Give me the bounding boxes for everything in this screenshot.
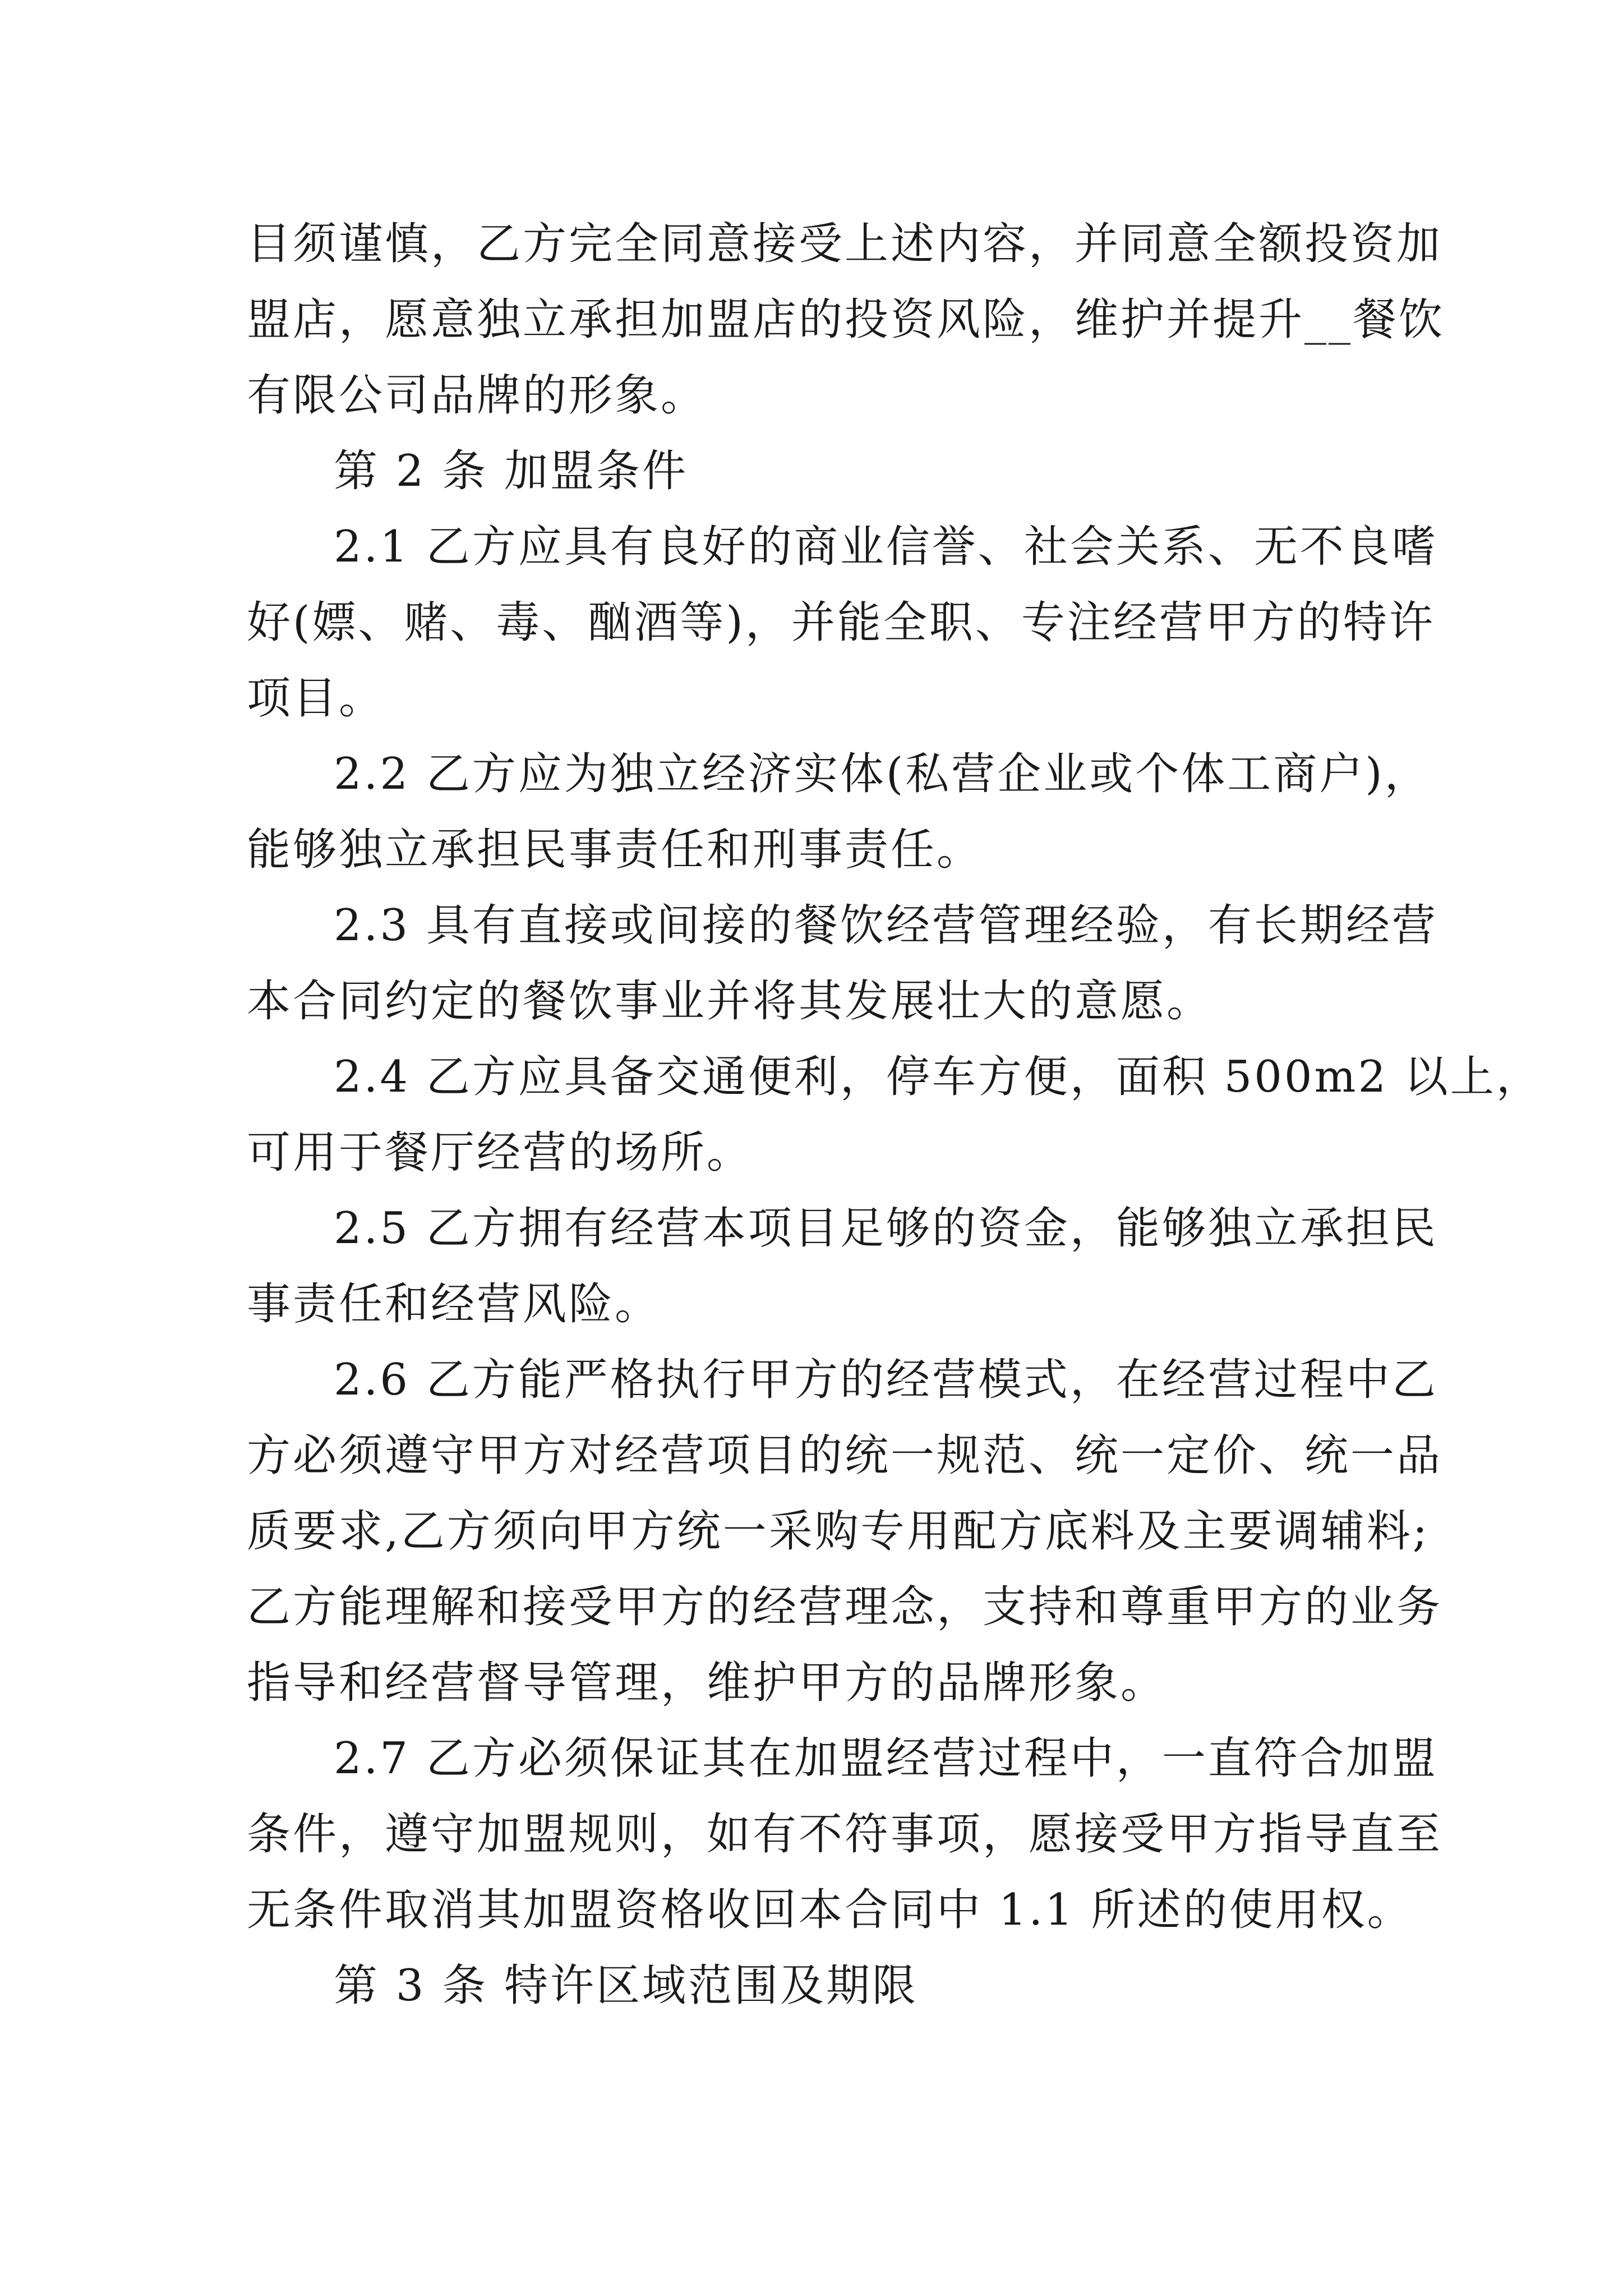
clause-line: 2.2 乙方应为独立经济实体(私营企业或个体工商户)， — [334, 749, 1431, 799]
text-line: 能够独立承担民事责任和刑事责任。 — [247, 825, 983, 875]
text-line: 好(嫖、赌、毒、酗酒等)，并能全职、专注经营甲方的特许 — [247, 597, 1435, 648]
clause-line: 2.7 乙方必须保证其在加盟经营过程中，一直符合加盟 — [334, 1733, 1438, 1784]
text-line: 事责任和经营风险。 — [247, 1279, 661, 1329]
text-line: 目须谨慎，乙方完全同意接受上述内容，并同意全额投资加 — [247, 219, 1443, 269]
text-line: 本合同约定的餐饮事业并将其发展壮大的意愿。 — [247, 976, 1213, 1027]
section-heading: 第 2 条 加盟条件 — [334, 446, 689, 496]
text-line: 有限公司品牌的形象。 — [247, 370, 707, 421]
clause-line: 2.6 乙方能严格执行甲方的经营模式，在经营过程中乙 — [334, 1355, 1438, 1405]
clause-line: 2.1 乙方应具有良好的商业信誉、社会关系、无不良嗜 — [334, 522, 1438, 572]
clause-line: 2.4 乙方应具备交通便利，停车方便，面积 500m2 以上， — [334, 1052, 1542, 1102]
text-line: 无条件取消其加盟资格收回本合同中 1.1 所述的使用权。 — [247, 1885, 1413, 1935]
text-line: 盟店，愿意独立承担加盟店的投资风险，维护并提升__餐饮 — [247, 295, 1445, 345]
text-line: 乙方能理解和接受甲方的经营理念，支持和尊重甲方的业务 — [247, 1582, 1443, 1632]
text-line: 质要求,乙方须向甲方统一采购专用配方底料及主要调辅料; — [247, 1506, 1430, 1557]
text-line: 指导和经营督导管理，维护甲方的品牌形象。 — [247, 1658, 1167, 1708]
text-line: 项目。 — [247, 673, 385, 724]
text-line: 可用于餐厅经营的场所。 — [247, 1128, 753, 1178]
text-line: 方必须遵守甲方对经营项目的统一规范、统一定价、统一品 — [247, 1430, 1443, 1481]
text-line: 条件，遵守加盟规则，如有不符事项，愿接受甲方指导直至 — [247, 1809, 1443, 1860]
clause-line: 2.5 乙方拥有经营本项目足够的资金，能够独立承担民 — [334, 1203, 1438, 1254]
clause-line: 2.3 具有直接或间接的餐饮经营管理经验，有长期经营 — [334, 900, 1438, 951]
section-heading: 第 3 条 特许区域范围及期限 — [334, 1961, 919, 2011]
